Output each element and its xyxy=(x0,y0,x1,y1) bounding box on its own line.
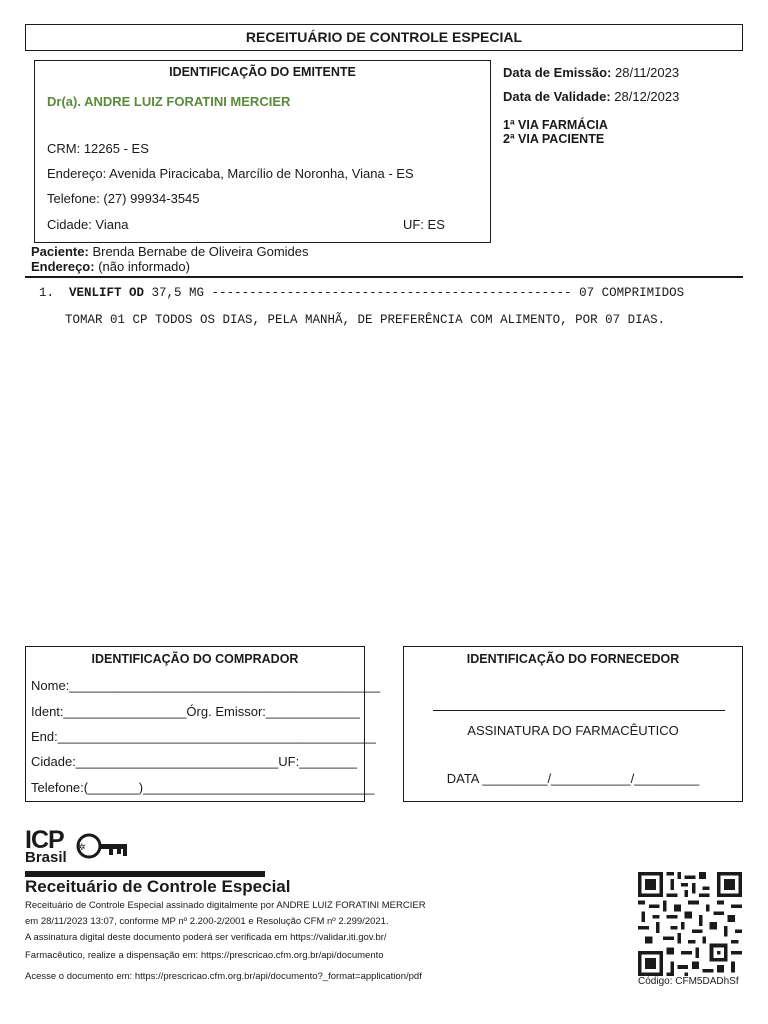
supplier-section xyxy=(403,646,743,802)
footer-line-3: A assinatura digital deste documento poderá ser verificada em https://validar.iti.gov.br/ xyxy=(25,932,387,943)
patient-address-label: Endereço: xyxy=(31,259,95,274)
buyer-section xyxy=(25,646,381,802)
svg-text:✲: ✲ xyxy=(78,843,86,853)
doctor-city: Cidade: Viana xyxy=(47,217,129,232)
doctor-crm: CRM: 12265 - ES xyxy=(47,141,149,156)
buyer-name-field[interactable]: Nome:___________________________________________ xyxy=(31,678,381,693)
emitter-section-title: IDENTIFICAÇÃO DO EMITENTE xyxy=(169,65,356,79)
drug-instructions: TOMAR 01 CP TODOS OS DIAS, PELA MANHÃ, DE PREFERÊNCIA COM ALIMENTO, POR 07 DIAS. xyxy=(65,313,666,327)
doctor-address: Endereço: Avenida Piracicaba, Marcílio de Noronha, Viana - ES xyxy=(47,166,414,181)
signature-line xyxy=(433,710,725,711)
key-icon xyxy=(75,832,131,862)
logo-brasil-text: Brasil xyxy=(25,849,67,866)
qr-code-icon[interactable] xyxy=(636,872,744,976)
buyer-address-field[interactable]: End:____________________________________________ xyxy=(31,729,376,744)
patient-name-label: Paciente: xyxy=(31,244,89,259)
emitter-section xyxy=(34,60,491,243)
logo-icp-text: ICP xyxy=(25,826,64,854)
document-title: RECEITUÁRIO DE CONTROLE ESPECIAL xyxy=(25,24,743,51)
patient-name-value: Brenda Bernabe de Oliveira Gomides xyxy=(92,244,309,259)
doctor-phone: Telefone: (27) 99934-3545 xyxy=(47,191,200,206)
buyer-city-field[interactable]: Cidade:____________________________UF:________ xyxy=(31,754,358,769)
doctor-uf: UF: ES xyxy=(403,217,445,232)
footer-line-5: Acesse o documento em: https://prescricao.cfm.org.br/api/documento?_format=application/pdf xyxy=(25,971,422,982)
footer-line-1: Receituário de Controle Especial assinado digitalmente por ANDRE LUIZ FORATINI MERCIER xyxy=(25,900,426,911)
drug-name: VENLIFT OD xyxy=(69,286,145,300)
divider xyxy=(25,276,743,278)
supplier-date-field[interactable]: DATA _________/___________/_________ xyxy=(446,771,700,786)
emission-date-value: 28/11/2023 xyxy=(615,65,680,80)
validity-date-value: 28/12/2023 xyxy=(614,89,680,104)
footer-line-4: Farmacêutico, realize a dispensação em: https://prescricao.cfm.org.br/api/documento xyxy=(25,950,384,961)
doctor-name: Dr(a). ANDRE LUIZ FORATINI MERCIER xyxy=(47,94,291,109)
buyer-phone-field[interactable]: Telefone:(_______)________________________________ xyxy=(31,780,375,795)
emission-date xyxy=(503,65,679,80)
buyer-ident-field[interactable]: Ident:_________________Órg. Emissor:_____________ xyxy=(31,704,360,719)
patient-name xyxy=(31,244,309,259)
icp-brasil-logo xyxy=(25,826,135,868)
verification-code: Código: CFM5DADhSf xyxy=(638,976,739,987)
copy-pharmacy: 1ª VIA FARMÁCIA xyxy=(503,118,608,132)
footer-title: Receituário de Controle Especial xyxy=(25,877,291,896)
buyer-section-title: IDENTIFICAÇÃO DO COMPRADOR xyxy=(91,652,299,666)
emission-date-label: Data de Emissão: xyxy=(503,65,612,80)
prescription-item xyxy=(39,286,684,300)
pharmacist-signature-label: ASSINATURA DO FARMACÊUTICO xyxy=(467,723,679,738)
patient-address-value: (não informado) xyxy=(98,259,190,274)
item-number: 1. xyxy=(39,286,55,300)
supplier-section-title: IDENTIFICAÇÃO DO FORNECEDOR xyxy=(466,652,680,666)
validity-date xyxy=(503,89,679,104)
copy-patient: 2ª VIA PACIENTE xyxy=(503,132,605,146)
drug-dose: 37,5 MG ------------------------------------------------ 07 COMPRIMIDOS xyxy=(144,286,685,300)
footer-line-2: em 28/11/2023 13:07, conforme MP nº 2.200-2/2001 e Resolução CFM nº 2.299/2021. xyxy=(25,916,389,927)
validity-date-label: Data de Validade: xyxy=(503,89,611,104)
patient-address xyxy=(31,259,190,274)
